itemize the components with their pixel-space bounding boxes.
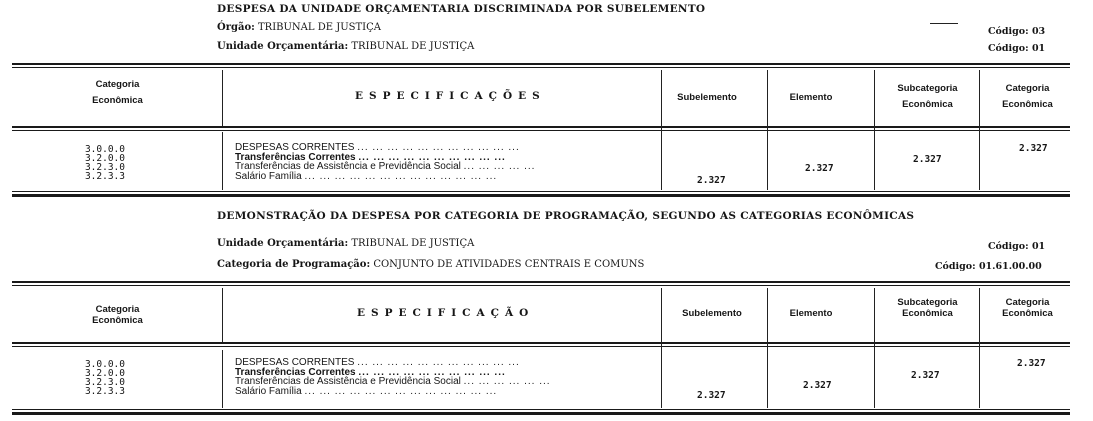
orgao-line [217,22,381,33]
table2-header-categoria: Categoria Econômica [1002,297,1053,319]
list-item: Salário Família ... ... ... ... ... ... ... ... ... ... ... ... ... [235,385,498,397]
codigo-programacao: Código: 01.61.00.00 [935,261,1042,272]
table1-vline [979,70,980,190]
table1-vline [874,70,875,190]
table2-vline [661,288,662,408]
table1-elemento-value: 2.327 [805,163,834,174]
table2-elemento-value: 2.327 [803,380,832,391]
table1-vline [222,70,223,126]
unidade-value: TRIBUNAL DE JUSTIÇA [351,41,475,52]
list-item: Transferências Correntes ... ... ... ... ... ... ... ... ... ... [235,151,506,163]
table1-code: 3.2.3.0 [84,162,125,173]
codigo-unidade-2: Código: 01 [988,241,1046,252]
table2-vline [222,350,223,408]
table1-vline [767,70,768,190]
orgao-value: TRIBUNAL DE JUSTIÇA [258,22,381,33]
list-item: DESPESAS CORRENTES ... ... ... ... ... ... ... ... ... ... ... [235,142,520,153]
list-item: Transferências de Assistência e Previdência Social ... ... ... ... ... ... [235,376,551,387]
list-item: Salário Família ... ... ... ... ... ... ... ... ... ... ... ... ... [235,170,498,182]
table2-header-elemento: Elemento [789,308,833,319]
unidade-label: Unidade Orçamentária: [217,238,349,249]
table2-top-rule-thin [12,285,1070,286]
table1-code: 3.2.0.0 [84,153,125,164]
table1-header-elemento: Elemento [789,92,833,103]
table1-code: 3.2.3.3 [84,171,125,182]
table2-vline [222,288,223,342]
programacao-label: Categoria de Programação: [217,259,371,270]
table2-code: 3.0.0.0 [84,359,125,370]
table1-header-rule-thin [12,130,1070,131]
unidade-line-1 [217,41,474,52]
table2-bottom-rule [12,412,1070,415]
table1-categoria-value: 2.327 [1019,143,1048,154]
table1-subcategoria-value: 2.327 [913,154,942,165]
table2-vline [979,288,980,408]
unidade-line-2 [217,238,474,249]
table2-header-rule [12,342,1070,344]
table1-header-categoria: Categoria Econômica [1002,83,1053,110]
table1-header-especificacoes: ESPECIFICAÇÕES [355,90,546,102]
section2-title: DEMONSTRAÇÃO DA DESPESA POR CATEGORIA DE PROGRAMAÇÃO, SEGUNDO AS CATEGORIAS ECONÔMICAS [217,210,915,222]
stray-mark [930,23,958,24]
table1-header-subelemento: Subelemento [677,92,737,103]
table2-categoria-value: 2.327 [1017,358,1046,369]
list-item: DESPESAS CORRENTES ... ... ... ... ... ... ... ... ... ... ... [235,357,520,368]
table2-header-subelemento: Subelemento [682,308,742,319]
table1-header-rule [12,126,1070,128]
table1-header-subcategoria-economica: Subcategoria Econômica [897,83,958,110]
table1-vline [661,70,662,190]
table2-vline [874,288,875,408]
table2-header-especificacao: ESPECIFICAÇÃO [357,307,535,319]
table2-subcategoria-value: 2.327 [911,370,940,381]
table2-header-subcategoria-economica: Subcategoria Econômica [897,297,958,319]
table1-bottom-rule-thin [12,191,1070,192]
programacao-line [217,259,644,270]
table2-subelemento-value: 2.327 [697,390,726,401]
programacao-value: CONJUNTO DE ATIVIDADES CENTRAIS E COMUNS [373,259,645,270]
codigo-unidade: Código: 01 [988,43,1046,54]
table1-code: 3.0.0.0 [84,144,125,155]
list-item: Transferências Correntes ... ... ... ... ... ... ... ... ... ... [235,366,506,378]
table2-code: 3.2.3.0 [84,377,125,388]
table1-top-rule [12,63,1070,65]
table2-code: 3.2.3.3 [84,386,125,397]
unidade-value: TRIBUNAL DE JUSTIÇA [351,238,475,249]
table1-bottom-rule [12,194,1070,197]
unidade-label: Unidade Orçamentária: [217,41,349,52]
table2-items [235,358,551,396]
table2-header-categoria-economica: Categoria Econômica [92,304,143,326]
table2-bottom-rule-thin [12,409,1070,410]
table1-vline [222,132,223,190]
table1-subelemento-value: 2.327 [697,175,726,186]
table1-codes [70,145,125,181]
section1-title: DESPESA DA UNIDADE ORÇAMENTARIA DISCRIMINADA POR SUBELEMENTO [217,3,706,15]
table1-items [235,143,535,181]
table2-vline [767,288,768,408]
list-item: Transferências de Assistência e Previdência Social ... ... ... ... ... [235,161,536,172]
codigo-orgao: Código: 03 [988,26,1046,37]
orgao-label: Órgão: [217,22,255,33]
table1-top-rule-thin [12,67,1070,68]
table2-top-rule [12,281,1070,283]
table1-header-categoria-economica: Categoria Econômica [92,79,143,106]
table2-header-rule-thin [12,346,1070,347]
table2-code: 3.2.0.0 [84,368,125,379]
table2-codes [70,360,125,396]
